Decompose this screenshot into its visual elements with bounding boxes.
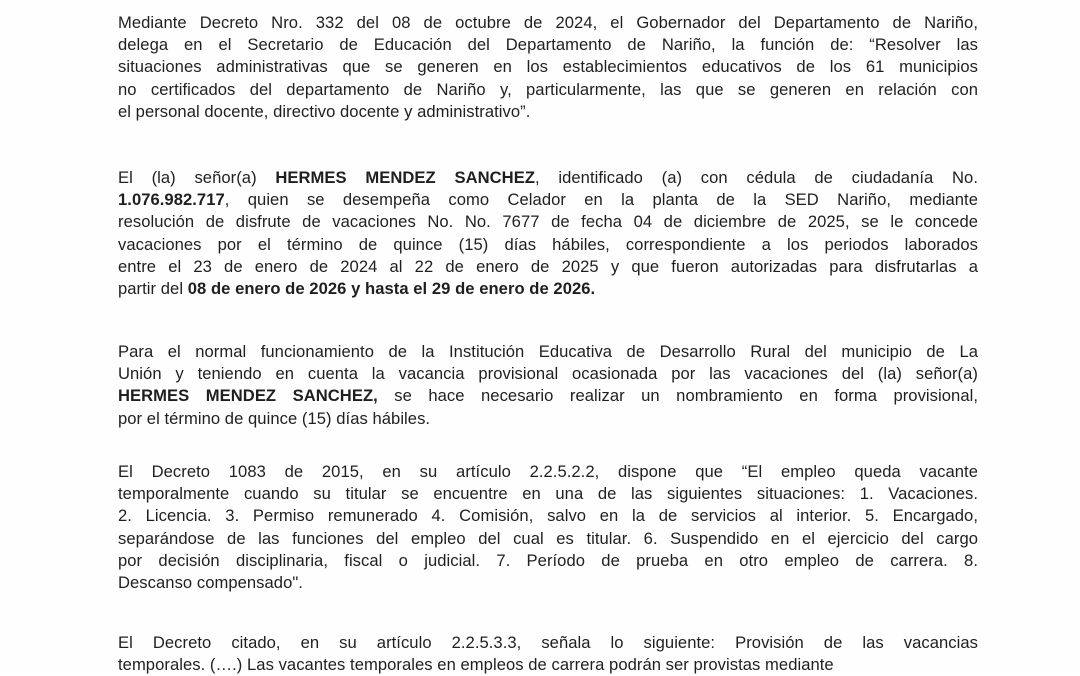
text-segment: el personal docente, directivo docente y administrativo”. [118, 101, 531, 121]
bold-text: HERMES MENDEZ SANCHEZ [275, 168, 536, 187]
text-line [118, 211, 978, 233]
text-line [118, 483, 978, 505]
text-segment: por el término de quince (15) días hábiles. [118, 408, 431, 428]
text-segment: , identificado (a) con cédula de ciudadanía No. [535, 168, 978, 187]
text-line [118, 654, 978, 676]
text-line [118, 234, 978, 256]
text-segment: delega en el Secretario de Educación del Departamento de Nariño, la función de: “Resolver las [118, 35, 978, 55]
text-line [118, 572, 978, 594]
text-line [118, 167, 978, 189]
text-line [118, 550, 978, 572]
paragraph-nombramiento-provisional [118, 341, 978, 430]
text-segment: vacaciones por el término de quince (15) días hábiles, correspondiente a los periodos laborados [118, 234, 978, 254]
text-segment: temporales. (….) Las vacantes temporales en empleos de carrera podrán ser provistas mediante [118, 655, 834, 675]
text-segment: Mediante Decreto Nro. 332 del 08 de octubre de 2024, el Gobernador del Departamento de Nariño, [118, 13, 978, 32]
text-line [118, 363, 978, 385]
text-line [118, 341, 978, 363]
text-line [118, 56, 978, 78]
text-line [118, 189, 978, 211]
paragraph-provision-vacancias [118, 632, 978, 676]
text-line [118, 528, 978, 550]
text-segment: separándose de las funciones del empleo del cual es titular. 6. Suspendido en el ejercicio del cargo [118, 528, 978, 548]
text-line [118, 12, 978, 34]
text-line [118, 385, 978, 407]
text-segment: 2. Licencia. 3. Permiso remunerado 4. Comisión, salvo en la de servicios al interior. 5. Encargado, [118, 506, 978, 526]
text-segment: El (la) señor(a) [118, 168, 276, 187]
text-segment: resolución de disfrute de vacaciones No. No. 7677 de fecha 04 de diciembre de 2025, se le concede [118, 212, 978, 232]
text-segment: situaciones administrativas que se generen en los establecimientos educativos de los 61 municipios [118, 57, 978, 77]
bold-text: HERMES MENDEZ SANCHEZ, [118, 386, 378, 406]
text-line [118, 256, 978, 278]
bold-text: 08 de enero de 2026 y hasta el 29 de enero de 2026. [187, 279, 596, 299]
text-segment: El Decreto citado, en su artículo 2.2.5.3.3, señala lo siguiente: Provisión de las vacancias [118, 633, 978, 652]
paragraph-vacaciones-funcionario [118, 167, 978, 300]
bold-text: 1.076.982.717 [118, 190, 225, 210]
text-line [118, 278, 978, 300]
text-segment: , quien se desempeña como Celador en la planta de la SED Nariño, mediante [224, 190, 978, 210]
text-line [118, 101, 978, 123]
text-segment: Unión y teniendo en cuenta la vacancia provisional ocasionada por las vacaciones del (la) señor(a) [118, 364, 978, 384]
text-segment: no certificados del departamento de Nariño y, particularmente, las que se generen en relación con [118, 79, 978, 99]
text-segment: El Decreto 1083 de 2015, en su artículo 2.2.5.2.2, dispone que “El empleo queda vacante [118, 462, 978, 481]
text-line [118, 632, 978, 654]
text-line [118, 79, 978, 101]
text-segment: Para el normal funcionamiento de la Institución Educativa de Desarrollo Rural del municipio de La [118, 342, 978, 361]
text-segment: por decisión disciplinaria, fiscal o judicial. 7. Período de prueba en otro empleo de carrera. 8. [118, 550, 978, 570]
text-segment: se hace necesario realizar un nombramiento en forma provisional, [377, 386, 978, 406]
text-segment: temporalmente cuando su titular se encuentre en una de las siguientes situaciones: 1. Vacaciones. [118, 484, 978, 504]
text-segment: partir del [118, 279, 188, 299]
text-line [118, 408, 978, 430]
paragraph-decreto-1083 [118, 461, 978, 594]
text-line [118, 505, 978, 527]
text-segment: entre el 23 de enero de 2024 al 22 de enero de 2025 y que fueron autorizadas para disfrutarlas a [118, 256, 978, 276]
text-line [118, 34, 978, 56]
paragraph-decreto-332 [118, 12, 978, 123]
text-segment: Descanso compensado". [118, 573, 303, 593]
text-line [118, 461, 978, 483]
